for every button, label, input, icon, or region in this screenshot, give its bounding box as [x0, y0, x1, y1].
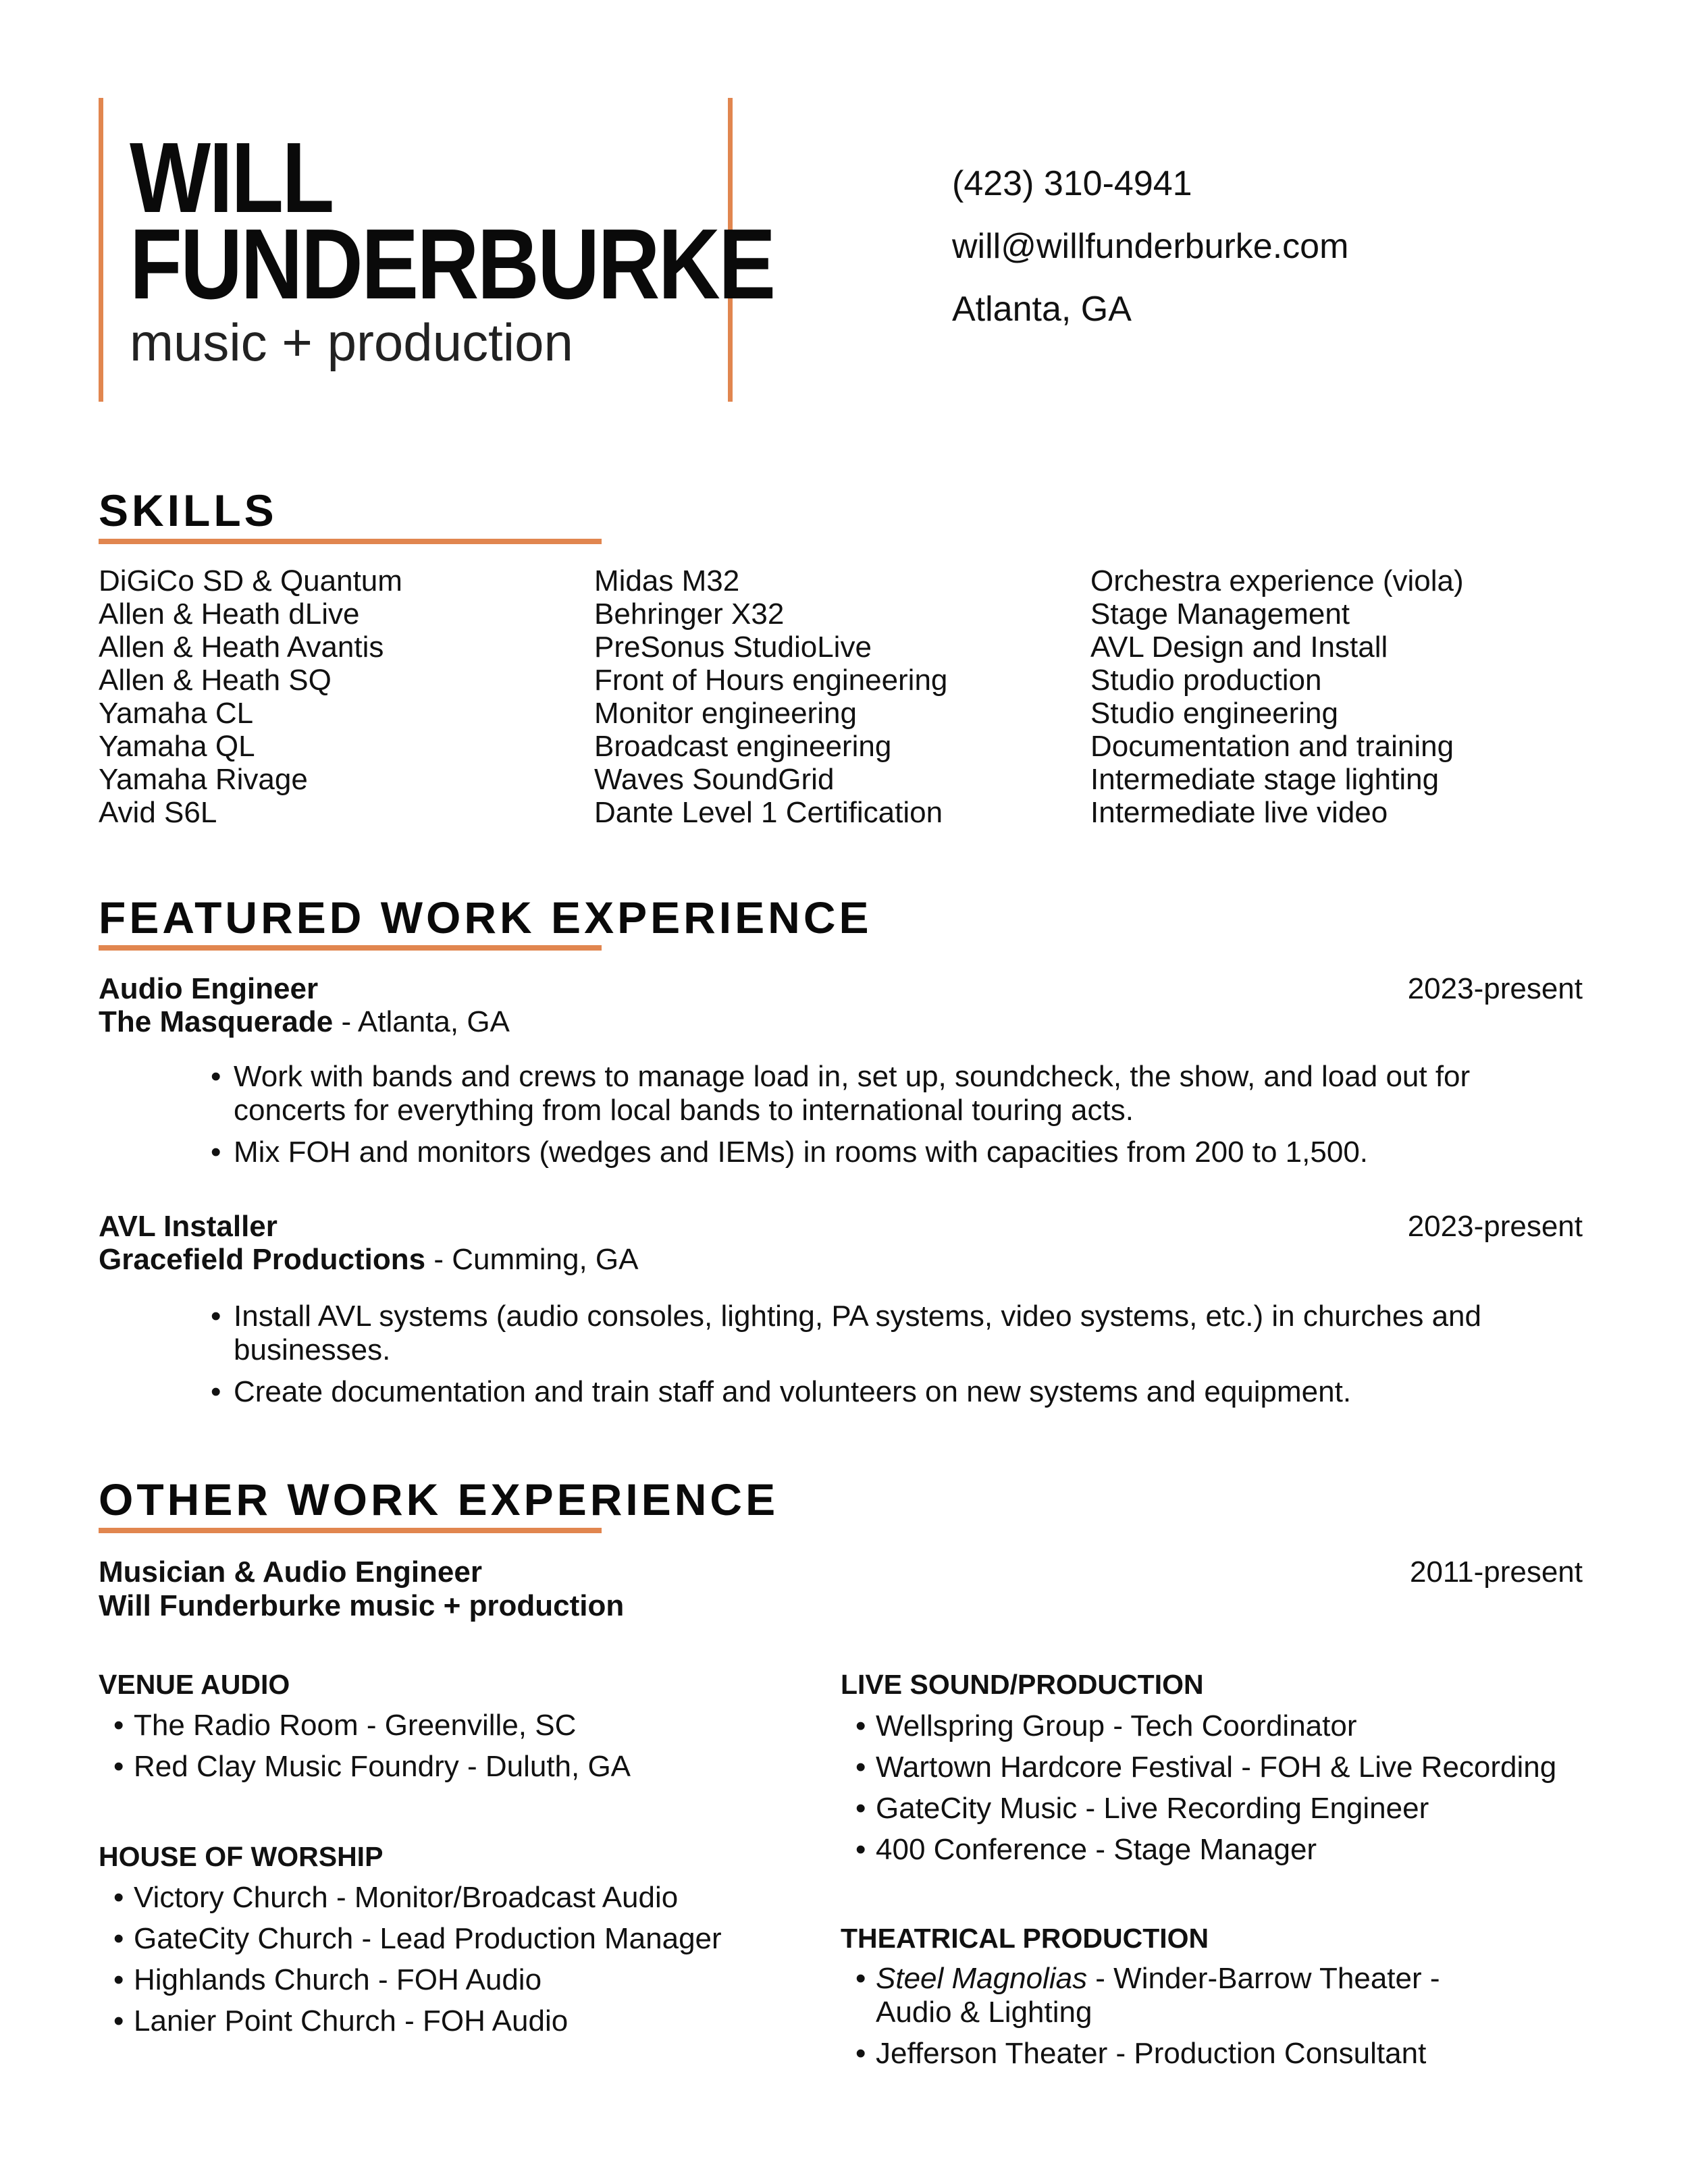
skills-column-3	[1090, 564, 1464, 829]
skill-item: Documentation and training	[1090, 730, 1454, 763]
live-sound-list	[841, 1709, 1556, 1874]
job-bullet: • Mix FOH and monitors (wedges and IEMs) in rooms with capacities from 200 to 1,500.	[203, 1136, 1539, 1169]
list-item: • Red Clay Music Foundry - Duluth, GA	[99, 1750, 631, 1784]
skill-item: Orchestra experience (viola)	[1090, 564, 1464, 597]
phone: (423) 310-4941	[952, 164, 1192, 203]
skill-item: Studio engineering	[1090, 697, 1338, 730]
list-item: • GateCity Music - Live Recording Engineer	[841, 1792, 1556, 1826]
job-org-line	[99, 1243, 639, 1277]
last-name: FUNDERBURKE	[130, 209, 774, 320]
first-name: WILL	[130, 122, 333, 234]
skill-item: Waves SoundGrid	[594, 763, 835, 796]
tagline: music + production	[130, 313, 573, 372]
job-org: Will Funderburke music + production	[99, 1589, 625, 1622]
list-item	[841, 1962, 1502, 2029]
skill-item: Dante Level 1 Certification	[594, 796, 943, 829]
skills-rule	[99, 539, 602, 544]
job-org: Gracefield Productions	[99, 1243, 426, 1276]
skill-item: Broadcast engineering	[594, 730, 892, 763]
skill-item: Allen & Heath dLive	[99, 597, 360, 631]
skill-item: Yamaha CL	[99, 697, 254, 730]
job-bullet: • Install AVL systems (audio consoles, lighting, PA systems, video systems, etc.) in churches and businesses.	[203, 1300, 1539, 1367]
other-title: OTHER WORK EXPERIENCE	[99, 1474, 779, 1524]
venue-audio-heading: VENUE AUDIO	[99, 1669, 290, 1700]
job-org: The Masquerade	[99, 1005, 334, 1038]
theatrical-heading: THEATRICAL PRODUCTION	[841, 1923, 1209, 1954]
house-of-worship-heading: HOUSE OF WORSHIP	[99, 1841, 384, 1872]
skill-item: PreSonus StudioLive	[594, 631, 872, 664]
job-title: AVL Installer	[99, 1210, 278, 1243]
list-item: • The Radio Room - Greenville, SC	[99, 1709, 631, 1742]
featured-title: FEATURED WORK EXPERIENCE	[99, 893, 872, 942]
list-item: • Wartown Hardcore Festival - FOH & Live Recording	[841, 1751, 1556, 1784]
name-block	[130, 122, 879, 373]
featured-rule	[99, 945, 602, 951]
skills-column-2	[594, 564, 947, 829]
skill-item: Yamaha Rivage	[99, 763, 308, 796]
list-item: • Victory Church - Monitor/Broadcast Audio	[99, 1881, 722, 1915]
skill-item: AVL Design and Install	[1090, 631, 1388, 664]
list-item: • Lanier Point Church - FOH Audio	[99, 2004, 722, 2038]
skill-item: Intermediate live video	[1090, 796, 1388, 829]
job-dates: 2023-present	[1407, 1210, 1583, 1243]
skill-item: Monitor engineering	[594, 697, 857, 730]
live-sound-heading: LIVE SOUND/PRODUCTION	[841, 1669, 1204, 1700]
list-item: • 400 Conference - Stage Manager	[841, 1833, 1556, 1867]
header-left-bar	[99, 98, 103, 402]
job-title: Musician & Audio Engineer	[99, 1555, 482, 1589]
job-bullets	[203, 1060, 1539, 1177]
job-location: - Atlanta, GA	[333, 1005, 510, 1038]
skill-item: Behringer X32	[594, 597, 785, 631]
list-item: • Highlands Church - FOH Audio	[99, 1963, 722, 1997]
venue-audio-list	[99, 1709, 631, 1791]
job-org-line	[99, 1005, 510, 1039]
house-of-worship-list	[99, 1881, 722, 2046]
job-title: Audio Engineer	[99, 972, 319, 1005]
list-item: • Jefferson Theater - Production Consultant	[841, 2037, 1502, 2071]
skill-item: Midas M32	[594, 564, 740, 597]
location: Atlanta, GA	[952, 290, 1132, 329]
theatrical-list	[841, 1962, 1502, 2078]
skills-column-1	[99, 564, 402, 829]
email: will@willfunderburke.com	[952, 227, 1349, 266]
show-title: Steel Magnolias	[876, 1962, 1088, 1995]
skill-item: Allen & Heath Avantis	[99, 631, 384, 664]
job-dates: 2023-present	[1407, 972, 1583, 1005]
show-details: - Winder-Barrow Theater - Audio & Lighting	[876, 1962, 1440, 2029]
skill-item: Intermediate stage lighting	[1090, 763, 1440, 796]
list-item: • GateCity Church - Lead Production Manager	[99, 1922, 722, 1956]
skill-item: Avid S6L	[99, 796, 217, 829]
job-dates: 2011-present	[1409, 1555, 1583, 1589]
job-location: - Cumming, GA	[425, 1243, 639, 1276]
list-item: • Wellspring Group - Tech Coordinator	[841, 1709, 1556, 1743]
skill-item: Yamaha QL	[99, 730, 255, 763]
other-rule	[99, 1528, 602, 1533]
skill-item: DiGiCo SD & Quantum	[99, 564, 402, 597]
skill-item: Allen & Heath SQ	[99, 664, 332, 697]
skill-item: Studio production	[1090, 664, 1322, 697]
skill-item: Stage Management	[1090, 597, 1350, 631]
skills-title: SKILLS	[99, 485, 278, 535]
job-bullet: • Create documentation and train staff and volunteers on new systems and equipment.	[203, 1375, 1539, 1409]
job-bullets	[203, 1300, 1539, 1417]
skill-item: Front of Hours engineering	[594, 664, 948, 697]
job-bullet: • Work with bands and crews to manage load in, set up, soundcheck, the show, and load out for concerts for everything from local bands to international touring acts.	[203, 1060, 1539, 1127]
